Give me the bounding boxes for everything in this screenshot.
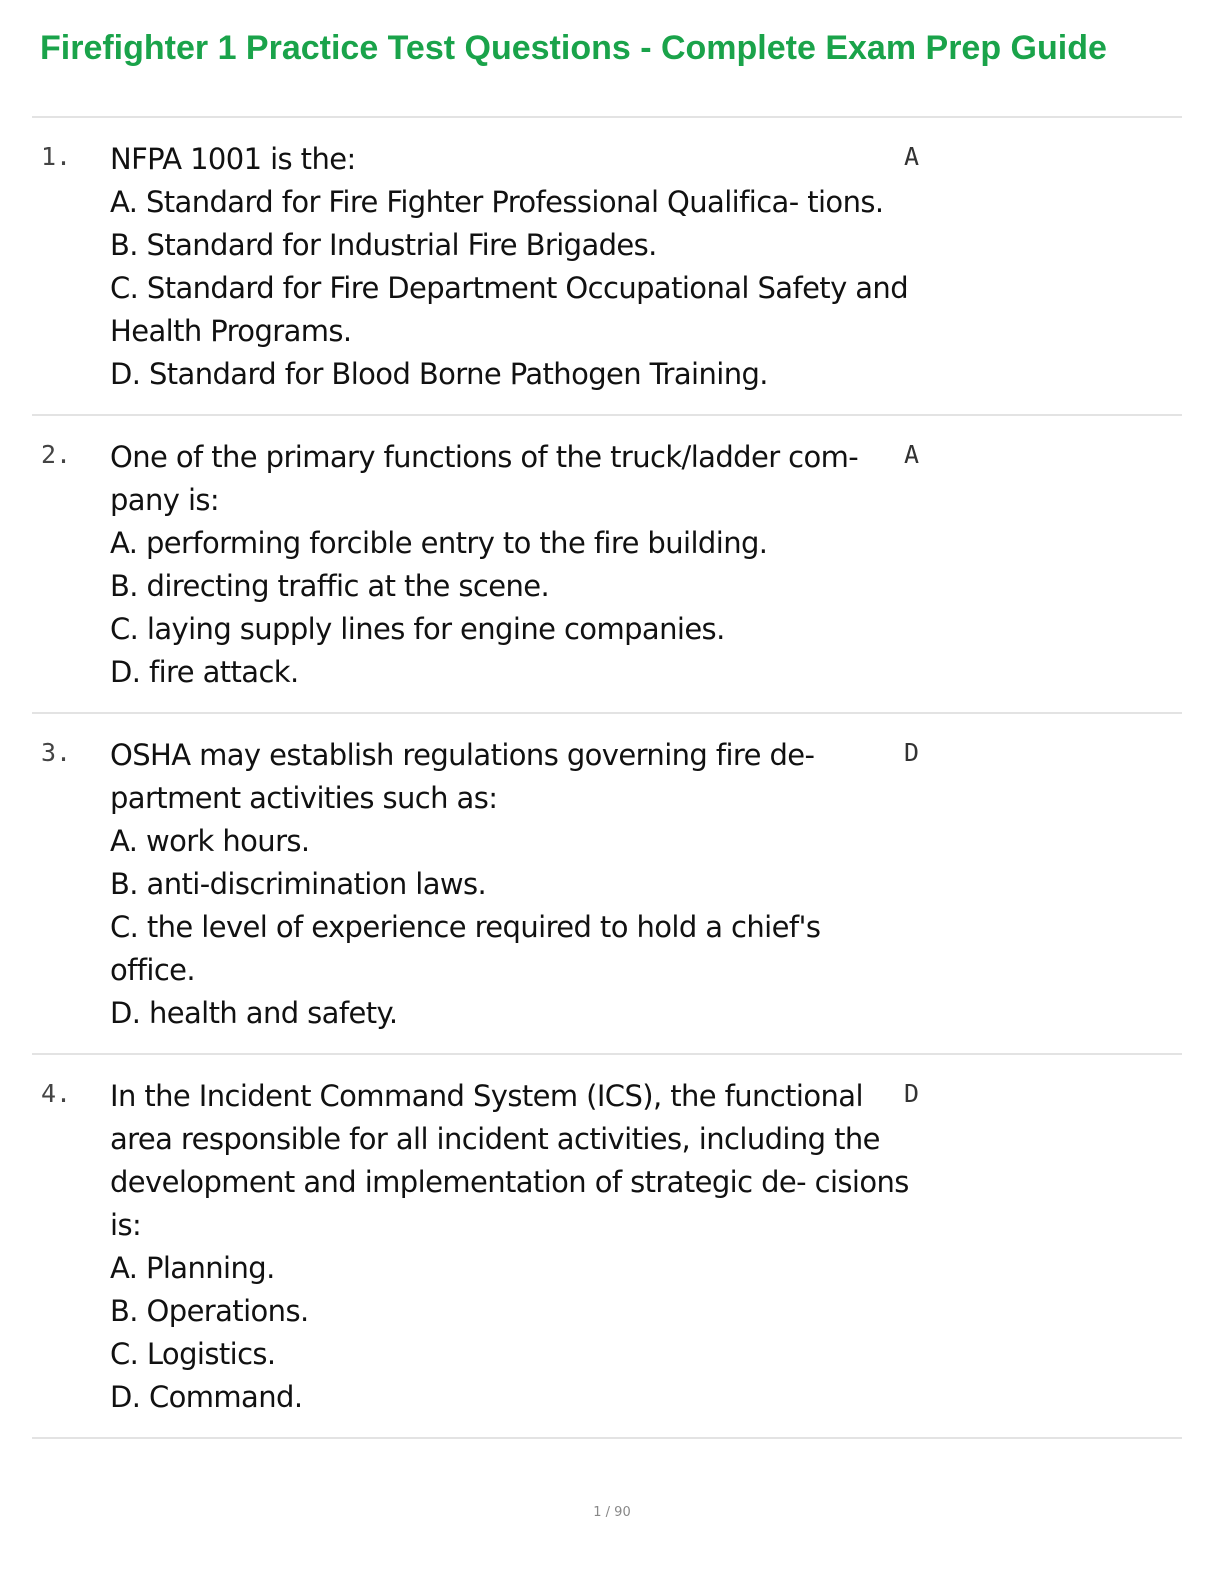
answer-option-c: C. Standard for Fire Department Occupational Safety and Health Programs. — [110, 271, 909, 348]
answer-option-b: B. Operations. — [110, 1294, 309, 1328]
answer-option-a: A. work hours. — [110, 824, 310, 858]
page-title: Firefighter 1 Practice Test Questions - Complete Exam Prep Guide — [40, 29, 1107, 67]
answer-key: A — [904, 440, 920, 469]
question-number: 1. — [41, 142, 72, 171]
answer-option-a: A. performing forcible entry to the fire building. — [110, 526, 768, 560]
answer-option-c: C. the level of experience required to hold a chief's office. — [110, 910, 821, 987]
answer-option-a: A. Planning. — [110, 1251, 275, 1285]
answer-option-d: D. fire attack. — [110, 655, 299, 689]
answer-option-b: B. directing traffic at the scene. — [110, 569, 550, 603]
answer-key: D — [904, 1079, 920, 1108]
question-prompt: OSHA may establish regulations governing fire de- partment activities such as: — [110, 738, 815, 815]
answer-option-b: B. anti-discrimination laws. — [110, 867, 487, 901]
page-number: 1 / 90 — [593, 1505, 631, 1520]
answer-key: A — [904, 142, 920, 171]
answer-option-d: D. Command. — [110, 1380, 303, 1414]
question-row — [32, 714, 1182, 1055]
question-number: 3. — [41, 738, 72, 767]
answer-option-c: C. Logistics. — [110, 1337, 276, 1371]
question-number: 2. — [41, 440, 72, 469]
question-list — [32, 116, 1182, 1439]
question-text — [110, 138, 910, 396]
question-text — [110, 734, 910, 1035]
question-row — [32, 118, 1182, 416]
answer-option-b: B. Standard for Industrial Fire Brigades. — [110, 228, 657, 262]
answer-key: D — [904, 738, 920, 767]
answer-option-d: D. Standard for Blood Borne Pathogen Training. — [110, 357, 768, 391]
question-text — [110, 436, 910, 694]
question-text — [110, 1075, 910, 1419]
question-row — [32, 416, 1182, 714]
question-number: 4. — [41, 1079, 72, 1108]
answer-option-d: D. health and safety. — [110, 996, 398, 1030]
question-prompt: In the Incident Command System (ICS), the functional area responsible for all incident activities, including the development and implementation of strategic de- cisions is: — [110, 1079, 909, 1242]
question-prompt: NFPA 1001 is the: — [110, 142, 356, 176]
question-prompt: One of the primary functions of the truck/ladder com- pany is: — [110, 440, 859, 517]
answer-option-a: A. Standard for Fire Fighter Professional Qualifica- tions. — [110, 185, 884, 219]
answer-option-c: C. laying supply lines for engine companies. — [110, 612, 725, 646]
question-row — [32, 1055, 1182, 1439]
